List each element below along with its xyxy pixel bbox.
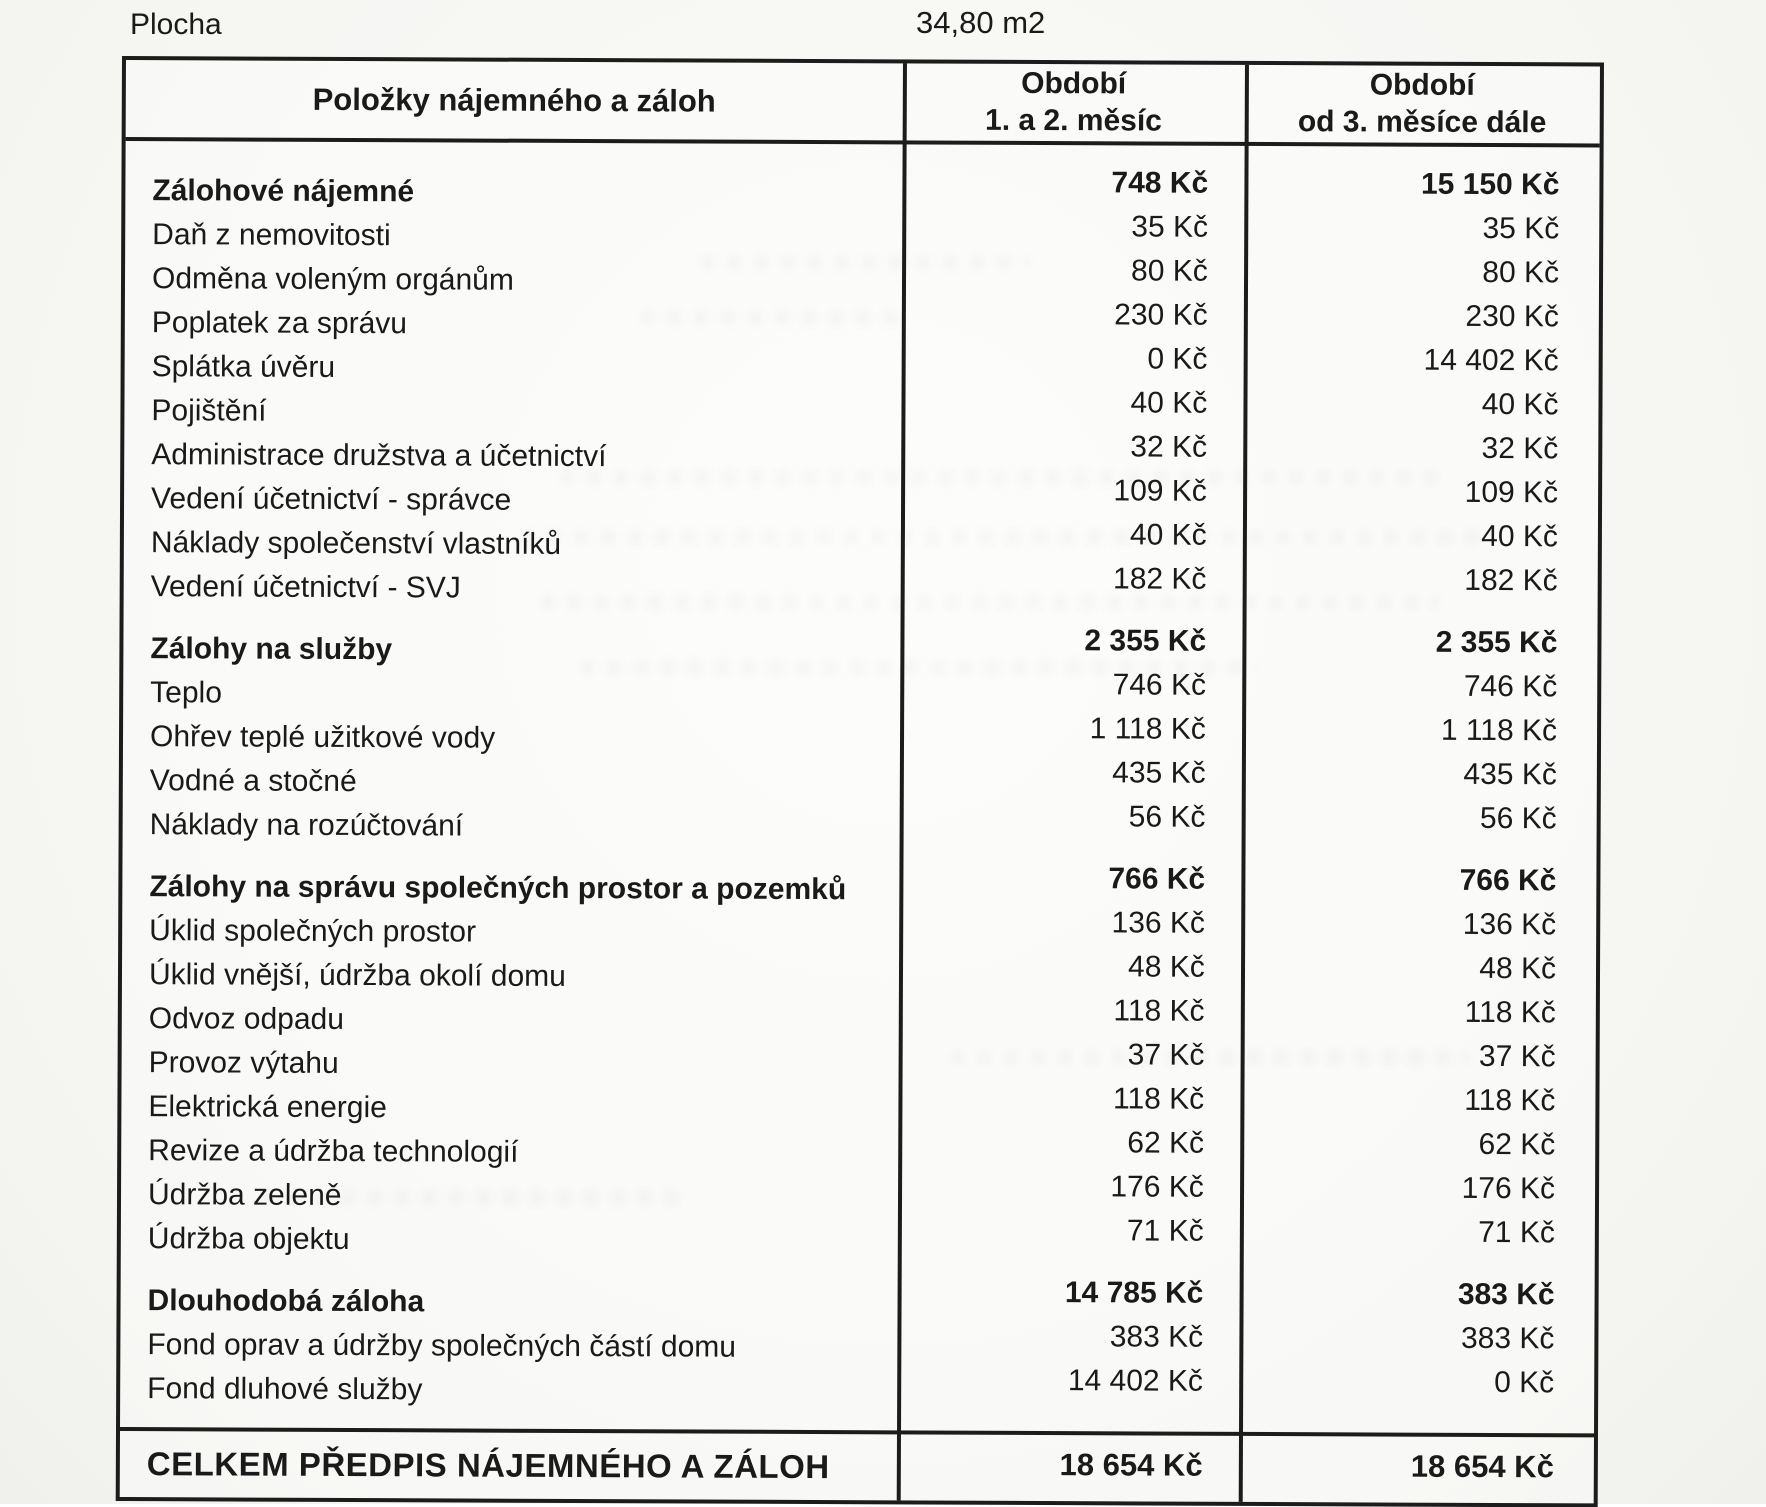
row-value-period-2: 230 Kč (1244, 299, 1599, 335)
column-header-period-1-line2: 1. a 2. měsíc (902, 102, 1244, 140)
row-label: Údržba objektu (121, 1222, 898, 1259)
row-value-period-1: 62 Kč (898, 1125, 1240, 1160)
row-value-period-2: 176 Kč (1240, 1171, 1595, 1207)
row-value-period-1: 14 785 Kč (897, 1275, 1239, 1310)
row-value-period-2: 40 Kč (1243, 519, 1598, 555)
row-label: Fond dluhové služby (120, 1372, 897, 1409)
row-value-period-2: 15 150 Kč (1244, 167, 1599, 203)
row-value-period-1: 182 Kč (900, 561, 1242, 596)
row-value-period-2: 0 Kč (1239, 1365, 1594, 1401)
row-value-period-2: 48 Kč (1241, 951, 1596, 987)
row-value-period-2: 182 Kč (1242, 563, 1597, 599)
row-value-period-1: 1 118 Kč (900, 711, 1242, 746)
row-value-period-2: 37 Kč (1240, 1039, 1595, 1075)
row-label: Daň z nemovitosti (125, 218, 902, 255)
row-value-period-2: 14 402 Kč (1243, 343, 1598, 379)
row-label: Vodné a stočné (123, 764, 900, 801)
row-value-period-1: 37 Kč (898, 1037, 1240, 1072)
row-value-period-1: 14 402 Kč (897, 1363, 1239, 1398)
row-value-period-2: 435 Kč (1242, 757, 1597, 793)
row-label: Odvoz odpadu (122, 1002, 899, 1039)
row-label: Provoz výtahu (122, 1046, 899, 1083)
row-value-period-1: 118 Kč (898, 1081, 1240, 1116)
row-value-period-2: 2 355 Kč (1242, 625, 1597, 661)
row-label: Zálohy na služby (123, 632, 900, 669)
row-value-period-1: 48 Kč (899, 949, 1241, 984)
row-value-period-1: 0 Kč (901, 341, 1243, 376)
row-value-period-2: 32 Kč (1243, 431, 1598, 467)
row-value-period-2: 56 Kč (1241, 801, 1596, 837)
area-value: 34,80 m2 (916, 5, 1045, 41)
row-value-period-2: 383 Kč (1239, 1277, 1594, 1313)
row-value-period-1: 32 Kč (901, 429, 1243, 464)
row-label: Splátka úvěru (125, 350, 902, 387)
row-value-period-1: 71 Kč (898, 1213, 1240, 1248)
row-value-period-1: 748 Kč (902, 165, 1244, 200)
table-row (121, 1217, 1595, 1267)
row-label: Vedení účetnictví - SVJ (124, 570, 901, 607)
row-value-period-1: 56 Kč (899, 799, 1241, 834)
row-value-period-2: 71 Kč (1240, 1215, 1595, 1251)
row-value-period-2: 80 Kč (1244, 255, 1599, 291)
row-value-period-1: 80 Kč (902, 253, 1244, 288)
row-value-period-2: 40 Kč (1243, 387, 1598, 423)
row-value-period-1: 40 Kč (901, 385, 1243, 420)
row-value-period-1: 118 Kč (899, 993, 1241, 1028)
row-value-period-1: 230 Kč (902, 297, 1244, 332)
row-label: Zálohové nájemné (125, 174, 902, 211)
table-row (124, 565, 1598, 615)
column-header-period-1 (902, 63, 1244, 141)
row-value-period-1: 766 Kč (899, 861, 1241, 896)
row-value-period-2: 746 Kč (1242, 669, 1597, 705)
column-header-period-1-line1: Období (903, 65, 1245, 103)
rent-items-table (116, 56, 1604, 1507)
row-label: Zálohy na správu společných prostor a pozemků (122, 870, 899, 907)
row-value-period-2: 136 Kč (1241, 907, 1596, 943)
row-value-period-1: 2 355 Kč (900, 623, 1242, 658)
table-header (126, 60, 1600, 147)
row-value-period-1: 40 Kč (901, 517, 1243, 552)
row-value-period-1: 435 Kč (900, 755, 1242, 790)
total-value-period-1: 18 654 Kč (897, 1446, 1239, 1483)
column-header-period-2-line1: Období (1245, 67, 1600, 105)
row-value-period-1: 746 Kč (900, 667, 1242, 702)
row-value-period-1: 176 Kč (898, 1169, 1240, 1204)
total-value-period-2: 18 654 Kč (1239, 1448, 1594, 1486)
row-label: Vedení účetnictví - správce (124, 482, 901, 519)
total-row (120, 1427, 1594, 1503)
table-body (120, 141, 1600, 1433)
row-value-period-1: 383 Kč (897, 1319, 1239, 1354)
row-label: Odměna voleným orgánům (125, 262, 902, 299)
row-label: Teplo (123, 676, 900, 713)
row-label: Revize a údržba technologií (121, 1134, 898, 1171)
total-label: CELKEM PŘEDPIS NÁJEMNÉHO A ZÁLOH (120, 1445, 897, 1486)
row-value-period-2: 118 Kč (1241, 995, 1596, 1031)
row-label: Ohřev teplé užitkové vody (123, 720, 900, 757)
row-label: Administrace družstva a účetnictví (124, 438, 901, 475)
row-value-period-1: 109 Kč (901, 473, 1243, 508)
column-header-items (126, 60, 903, 140)
row-label: Náklady společenství vlastníků (124, 526, 901, 563)
row-label: Úklid vnější, údržba okolí domu (122, 958, 899, 995)
row-label: Dlouhodobá záloha (120, 1284, 897, 1321)
row-value-period-2: 62 Kč (1240, 1127, 1595, 1163)
row-value-period-2: 118 Kč (1240, 1083, 1595, 1119)
row-label: Pojištění (124, 394, 901, 431)
row-value-period-2: 766 Kč (1241, 863, 1596, 899)
column-header-items-text: Položky nájemného a záloh (126, 80, 903, 121)
column-header-period-2 (1244, 65, 1600, 144)
row-value-period-2: 35 Kč (1244, 211, 1599, 247)
row-value-period-1: 35 Kč (902, 209, 1244, 244)
row-label: Úklid společných prostor (122, 914, 899, 951)
row-label: Údržba zeleně (121, 1178, 898, 1215)
row-value-period-2: 1 118 Kč (1242, 713, 1597, 749)
row-label: Elektrická energie (121, 1090, 898, 1127)
row-value-period-2: 109 Kč (1243, 475, 1598, 511)
area-label: Plocha (130, 8, 222, 42)
row-value-period-1: 136 Kč (899, 905, 1241, 940)
column-header-period-2-line2: od 3. měsíce dále (1244, 103, 1599, 141)
row-label: Náklady na rozúčtování (123, 808, 900, 845)
row-value-period-2: 383 Kč (1239, 1321, 1594, 1357)
row-label: Poplatek za správu (125, 306, 902, 343)
table-row (123, 803, 1597, 853)
row-label: Fond oprav a údržby společných částí domu (120, 1328, 897, 1365)
table-row (120, 1367, 1594, 1417)
